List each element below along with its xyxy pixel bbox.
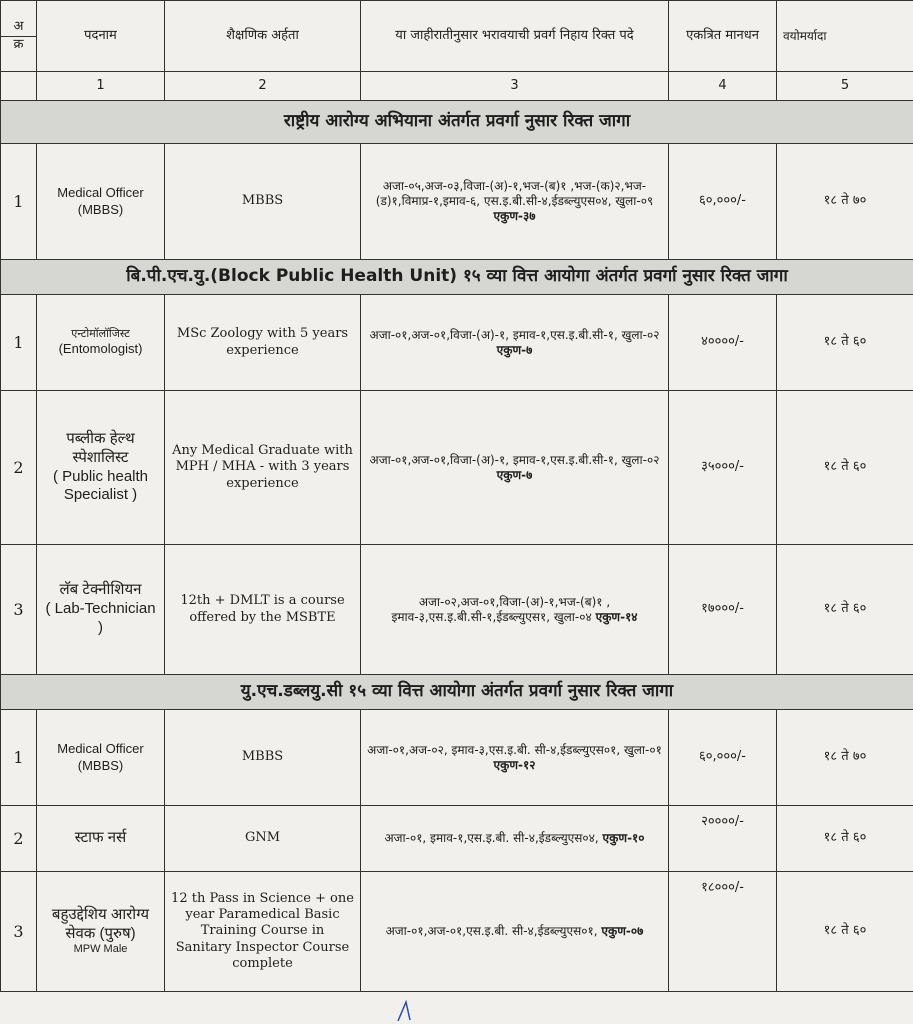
serial-number: 1: [1, 710, 37, 806]
vacancy-breakup: [361, 545, 669, 675]
vacancy-total: एकुण-१२: [493, 757, 536, 772]
post-name: [37, 391, 165, 545]
post-name-english: MPW Male: [73, 943, 128, 956]
pay: ४००००/-: [669, 295, 777, 391]
section-heading: [1, 260, 913, 295]
qualification: Any Medical Graduate with MPH / MHA - with 3 years experience: [165, 391, 361, 545]
vacancy-total: एकुण-०७: [601, 924, 644, 938]
qualification: MSc Zoology with 5 years experience: [165, 295, 361, 391]
qualification: MBBS: [165, 144, 361, 260]
col-number: 3: [361, 72, 669, 101]
col-number-blank: [1, 72, 37, 101]
post-name-text: स्टाफ नर्स: [74, 829, 127, 847]
vacancy-categories: अजा-०५,अज-०३,विजा-(अ)-१,भज-(ब)१ ,भज-(क)२,भज-(ड)१,विमाप्र-१,इमाव-६, एस.इ.बी.सी-४,ईडब्ल्युएस०४, खुला-०९: [375, 179, 654, 208]
age-limit: १८ ते ६०: [777, 545, 913, 675]
post-name-english: ( Public health Specialist ): [52, 467, 149, 504]
vacancy-breakup: [361, 391, 669, 545]
serial-number: 1: [1, 295, 37, 391]
age-limit: १८ ते ६०: [777, 806, 913, 872]
post-name-english: (Entomologist): [58, 341, 143, 357]
serial-number: 2: [1, 806, 37, 872]
table-row: [1, 806, 913, 872]
section-title: यु.एच.डब्लयु.सी १५ व्या वित्त आयोगा अंतर्गत प्रवर्गा नुसार रिक्त जागा: [1, 675, 913, 710]
vacancy-categories: अजा-०१,अज-०१,विजा-(अ)-१, इमाव-१,एस.इ.बी.सी-१, खुला-०२: [369, 327, 660, 342]
pay: १८०००/-: [669, 872, 777, 992]
pen-mark: [396, 1000, 422, 1022]
age-limit: १८ ते ७०: [777, 710, 913, 806]
header-row: [1, 1, 913, 72]
header-pay: एकत्रित मानधन: [669, 1, 777, 72]
vacancy-categories: अजा-०१,अज-०१,विजा-(अ)-१, इमाव-१,एस.इ.बी.सी-१, खुला-०२: [369, 452, 660, 467]
vacancy-breakup: [361, 710, 669, 806]
pay: २००००/-: [669, 806, 777, 872]
table-row: [1, 545, 913, 675]
vacancy-categories: अजा-०१,अज-०१,एस.इ.बी. सी-४,ईडब्ल्युएस०१,: [385, 924, 598, 938]
col-number: 4: [669, 72, 777, 101]
age-limit: १८ ते ६०: [777, 295, 913, 391]
post-name-marathi: लॅब टेक्नीशियन: [59, 581, 142, 599]
header-serial-bottom: क्र: [13, 36, 24, 52]
age-limit: १८ ते ६०: [777, 391, 913, 545]
serial-number: 3: [1, 545, 37, 675]
pay: ३५०००/-: [669, 391, 777, 545]
post-name: [37, 872, 165, 992]
post-name-marathi: बहुउद्देशिय आरोग्य सेवक (पुरुष): [51, 905, 150, 942]
vacancy-total: एकुण-३७: [493, 209, 536, 223]
section-heading: [1, 101, 913, 144]
vacancy-breakup: [361, 295, 669, 391]
age-limit: १८ ते ७०: [777, 144, 913, 260]
post-name: [37, 806, 165, 872]
qualification: GNM: [165, 806, 361, 872]
table-row: [1, 872, 913, 992]
vacancy-total: एकुण-१०: [602, 831, 645, 845]
qualification: MBBS: [165, 710, 361, 806]
pay: ६०,०००/-: [669, 710, 777, 806]
age-limit: १८ ते ६०: [777, 872, 913, 992]
vacancy-total: एकुण-७: [496, 342, 533, 357]
column-number-row: [1, 72, 913, 101]
vacancy-total: एकुण-७: [496, 467, 533, 482]
post-name: Medical Officer (MBBS): [37, 710, 165, 806]
header-serial-top: अ: [13, 19, 24, 35]
post-name-marathi: पब्लीक हेल्थ स्पेशालिस्ट: [66, 430, 135, 466]
table-row: [1, 295, 913, 391]
col-number: 5: [777, 72, 913, 101]
vacancy-categories: अजा-०१, इमाव-१,एस.इ.बी. सी-४,ईडब्ल्युएस०४,: [384, 831, 599, 845]
header-serial: [1, 1, 37, 72]
vacancy-breakup: [361, 144, 669, 260]
header-qualification: शैक्षणिक अर्हता: [165, 1, 361, 72]
pay: १७०००/-: [669, 545, 777, 675]
post-name: [37, 295, 165, 391]
post-name-marathi: एन्टोमॉलॉजिस्ट: [71, 327, 130, 340]
header-age: वयोमर्यादा: [777, 1, 913, 72]
serial-number: 2: [1, 391, 37, 545]
table-row: [1, 391, 913, 545]
vacancy-total: एकुण-१४: [595, 609, 638, 624]
header-vacancies: या जाहीरातीनुसार भरावयाची प्रवर्ग निहाय रिक्त पदे: [361, 1, 669, 72]
table-row: [1, 710, 913, 806]
post-name: Medical Officer (MBBS): [37, 144, 165, 260]
pay: ६०,०००/-: [669, 144, 777, 260]
col-number: 2: [165, 72, 361, 101]
post-name: [37, 545, 165, 675]
qualification: 12th + DMLT is a course offered by the MSBTE: [165, 545, 361, 675]
section-title: बि.पी.एच.यु.(Block Public Health Unit) १५ व्या वित्त आयोगा अंतर्गत प्रवर्गा नुसार रिक्त जागा: [1, 260, 913, 295]
post-name-english: ( Lab-Technician ): [45, 600, 156, 636]
qualification: 12 th Pass in Science + one year Paramedical Basic Training Course in Sanitary Inspector Course complete: [165, 872, 361, 992]
vacancy-categories: अजा-०२,अज-०१,विजा-(अ)-१,भज-(ब)१ , इमाव-३,एस.इ.बी.सी-१,ईडब्ल्युएस१, खुला-०४: [391, 594, 611, 624]
col-number: 1: [37, 72, 165, 101]
table-row: [1, 144, 913, 260]
vacancy-breakup: [361, 806, 669, 872]
serial-number: 1: [1, 144, 37, 260]
vacancy-categories: अजा-०१,अज-०२, इमाव-३,एस.इ.बी. सी-४,ईडब्ल्युएस०१, खुला-०१: [367, 742, 662, 757]
vacancy-breakup: [361, 872, 669, 992]
section-title: राष्ट्रीय आरोग्य अभियाना अंतर्गत प्रवर्गा नुसार रिक्त जागा: [1, 101, 913, 144]
section-heading: [1, 675, 913, 710]
serial-number: 3: [1, 872, 37, 992]
header-post: पदनाम: [37, 1, 165, 72]
